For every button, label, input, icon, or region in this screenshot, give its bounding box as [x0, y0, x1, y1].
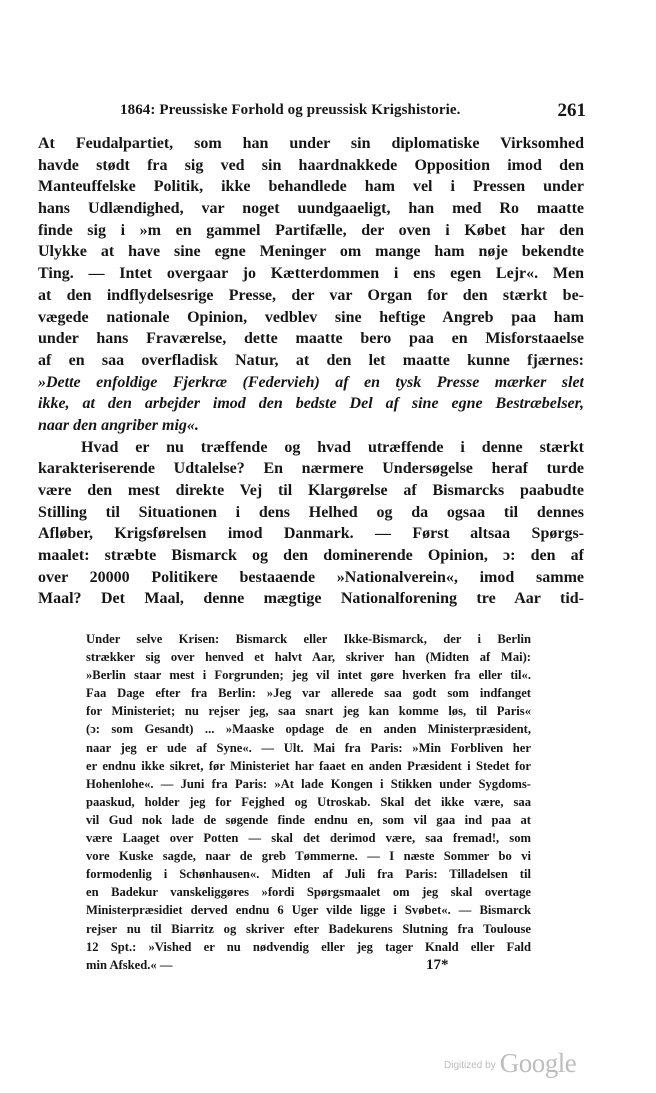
- footnote-line: er endnu ikke sikret, før Ministeriet har faaet en anden Præsident i Stedet for: [86, 758, 531, 773]
- footnote-line: Ministerpræsidiet derved endnu 6 Uger vilde ligge i Svøbet«. — Bismarck: [86, 903, 531, 918]
- footnote-line: »Berlin staar mest i Forgrunden; jeg vil intet gøre hverken fra eller til«.: [86, 668, 531, 683]
- text-line: At Feudalpartiet, som han under sin diplomatiske Virksomhed: [38, 135, 584, 152]
- text-line: vægede nationale Opinion, vedblev sine heftige Angreb paa ham: [38, 308, 584, 326]
- footnote-line: formodenlig i Schønhausen«. Midten af Juli fra Paris: Tilladelsen til: [86, 867, 531, 882]
- text-line: under hans Fraværelse, dette maatte bero paa en Misforstaaelse: [38, 330, 584, 348]
- text-line: karakteriserende Udtalelse? En nærmere Undersøgelse heraf turde: [38, 460, 584, 478]
- text-line: af en saa overfladisk Natur, at den let maatte kunne fjærnes:: [38, 351, 584, 369]
- italic-quote-line: ikke, at den arbejder imod den bedste Del af sine egne Bestræbelser,: [38, 395, 584, 413]
- text-line: hans Udlændighed, var noget uundgaaeligt, han med Ro maatte: [38, 200, 584, 218]
- text-line: Ulykke at have sine egne Meninger om mange ham nøje bekendte: [38, 243, 584, 261]
- text-line: maalet: stræbte Bismarck og den dominerende Opinion, ɔ: den af: [38, 547, 584, 565]
- running-title: 1864: Preussiske Forhold og preussisk Krigshistorie.: [120, 102, 461, 118]
- page-header: [66, 100, 586, 122]
- italic-quote-line: »Dette enfoldige Fjerkræ (Federvieh) af en tysk Presse mærker slet: [38, 373, 584, 391]
- footnote-line: være Laaget over Potten — skal det derimod være, saa fremad!, som: [86, 831, 531, 846]
- watermark-prefix: Digitized by: [444, 1060, 496, 1071]
- page-number: 261: [557, 100, 586, 121]
- text-line: at den indflydelsesrige Presse, der var Organ for den stærkt be-: [38, 286, 584, 304]
- footnote-line: Faa Dage efter fra Berlin: »Jeg var allerede saa godt som indfanget: [86, 686, 531, 701]
- footnote-line: (ɔ: som Gesandt) ... »Maaske opdage de en anden Ministerpræsident,: [86, 722, 531, 737]
- text-line: være den mest direkte Vej til Klargørelse af Bismarcks paabudte: [38, 482, 584, 499]
- text-line: finde sig i »m en gammel Partifælle, der oven i Købet har den: [38, 221, 584, 239]
- text-line: havde stødt fra sig ved sin haardnakkede Opposition imod den: [38, 156, 584, 174]
- footnote-line: paaskud, holder jeg for Fejghed og Utroskab. Skal det ikke være, saa: [86, 794, 531, 809]
- text-line: Hvad er nu træffende og hvad utræffende i denne stærkt: [81, 438, 584, 456]
- text-line: Maal? Det Maal, denne mægtige Nationalforening tre Aar tid-: [38, 590, 584, 608]
- signature-mark: 17*: [426, 957, 449, 973]
- main-text: [38, 133, 584, 610]
- footnote-line: en Badekur vanskeliggøres »fordi Spørgsmaalet om jeg skal overtage: [86, 885, 531, 900]
- footnote-line: Under selve Krisen: Bismarck eller Ikke-Bismarck, der i Berlin: [86, 632, 531, 646]
- footnote-line: rejser nu til Biarritz og skriver efter Badekurens Slutning fra Toulouse: [86, 921, 531, 936]
- footnote-line: 12 Spt.: »Vished er nu nødvendig eller jeg tager Knald eller Fald: [86, 939, 531, 954]
- text-line: Ting. — Intet overgaar jo Kætterdommen i ens egen Lejr«. Men: [38, 265, 584, 283]
- footnote-line: Hohenlohe«. — Juni fra Paris: »At lade Kongen i Stikken under Sygdoms-: [86, 776, 531, 791]
- google-logo: Google: [499, 1048, 577, 1078]
- text-line: Manteuffelske Politik, ikke behandlede ham vel i Pressen under: [38, 178, 584, 196]
- footnote-line: vore Kuske sagde, naar de greb Tømmerne. — I næste Sommer bo vi: [86, 849, 531, 864]
- text-line: Stilling til Situationen i dens Helhed og da ogsaa til dennes: [38, 503, 584, 521]
- footnote-line: naar jeg er ude af Syne«. — Ult. Mai fra Paris: »Min Forbliven her: [86, 740, 531, 755]
- footnote-line: min Afsked.« —: [86, 957, 173, 972]
- italic-quote-line: naar den angriber mig«.: [38, 416, 199, 434]
- text-line: over 20000 Politikere bestaaende »Nationalverein«, imod samme: [38, 568, 584, 586]
- google-watermark: [444, 1048, 576, 1079]
- footnote-line: for Ministeriet; nu rejser jeg, saa snart jeg kan komme løs, til Paris«: [86, 704, 531, 719]
- footnote-line: strækker sig over henved et halvt Aar, skriver han (Midten af Mai):: [86, 650, 531, 665]
- footnote-line: vil Gud nok lade de søgende finde endnu en, som vil gaa ind paa at: [86, 812, 531, 827]
- text-line: Afløber, Krigsførelsen imod Danmark. — Først altsaa Spørgs-: [38, 525, 584, 543]
- footnote: [86, 630, 531, 974]
